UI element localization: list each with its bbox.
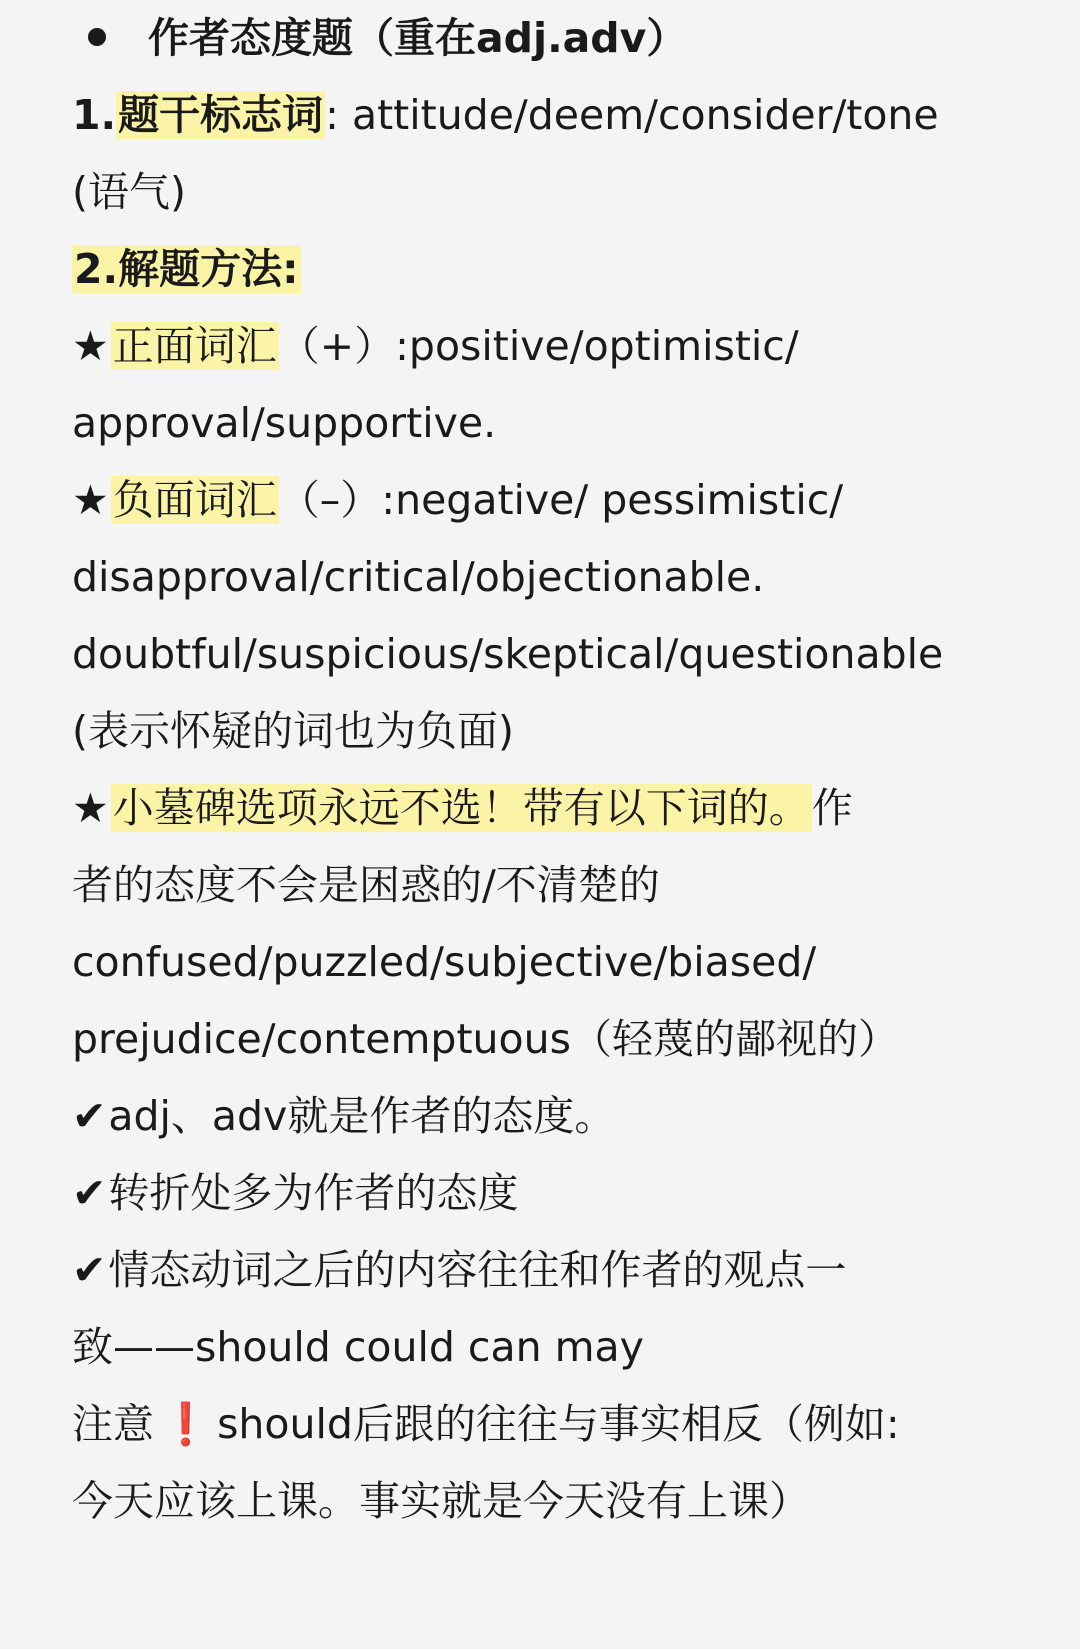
positive-highlight: 正面词汇 bbox=[112, 322, 277, 370]
negative-rest: （–）:negative/ pessimistic/ bbox=[278, 476, 844, 524]
check-text-3: 情态动词之后的内容往往和作者的观点一 bbox=[108, 1246, 847, 1294]
note-line2: 今天应该上课。事实就是今天没有上课） bbox=[72, 1477, 810, 1525]
note-text: should后跟的往往与事实相反（例如: bbox=[217, 1400, 900, 1448]
tombstone-line bbox=[72, 775, 853, 841]
positive-line2: approval/supportive. bbox=[72, 399, 497, 447]
tombstone-line4: prejudice/contemptuous（轻蔑的鄙视的） bbox=[72, 1015, 899, 1063]
item1-rest: : attitude/deem/consider/tone bbox=[325, 91, 939, 139]
checkmark-icon: ✔ bbox=[72, 1246, 107, 1294]
negative-line3: doubtful/suspicious/skeptical/questionable bbox=[72, 630, 944, 678]
positive-rest: （+）:positive/optimistic/ bbox=[278, 322, 799, 370]
check-line-3 bbox=[72, 1237, 846, 1303]
heading-text: 作者态度题（重在adj.adv） bbox=[148, 14, 688, 62]
item1-highlight: 题干标志词 bbox=[118, 91, 324, 139]
star-icon: ★ bbox=[72, 784, 109, 832]
negative-highlight: 负面词汇 bbox=[112, 476, 277, 524]
exclamation-icon: ❗ bbox=[160, 1400, 212, 1448]
checkmark-icon: ✔ bbox=[72, 1092, 107, 1140]
tombstone-rest: 作 bbox=[811, 784, 853, 832]
checkmark-icon: ✔ bbox=[72, 1169, 107, 1217]
item1-line bbox=[72, 82, 939, 148]
star-icon: ★ bbox=[72, 476, 109, 524]
check-line-2 bbox=[72, 1160, 518, 1226]
check-text-1: adj、adv就是作者的态度。 bbox=[108, 1092, 616, 1140]
note-label: 注意 bbox=[72, 1400, 154, 1448]
item1-line2: (语气) bbox=[72, 168, 186, 216]
negative-line2: disapproval/critical/objectionable. bbox=[72, 553, 765, 601]
positive-line bbox=[72, 313, 799, 379]
check-line-1 bbox=[72, 1083, 615, 1149]
check-text-2: 转折处多为作者的态度 bbox=[108, 1169, 519, 1217]
tombstone-line2: 者的态度不会是困惑的/不清楚的 bbox=[72, 861, 660, 909]
bullet-icon bbox=[88, 28, 106, 46]
item2-line bbox=[72, 236, 301, 302]
tombstone-line3: confused/puzzled/subjective/biased/ bbox=[72, 938, 817, 986]
note-line bbox=[72, 1391, 900, 1457]
negative-line bbox=[72, 467, 843, 533]
heading-line bbox=[72, 5, 687, 71]
tombstone-highlight: 小墓碑选项永远不选！带有以下词的。 bbox=[112, 784, 810, 832]
modal-line2: 致——should could can may bbox=[72, 1323, 644, 1371]
item1-prefix: 1. bbox=[72, 91, 117, 139]
item2-highlight: 2.解题方法: bbox=[74, 245, 299, 293]
negative-line4: (表示怀疑的词也为负面) bbox=[72, 707, 514, 755]
star-icon: ★ bbox=[72, 322, 109, 370]
